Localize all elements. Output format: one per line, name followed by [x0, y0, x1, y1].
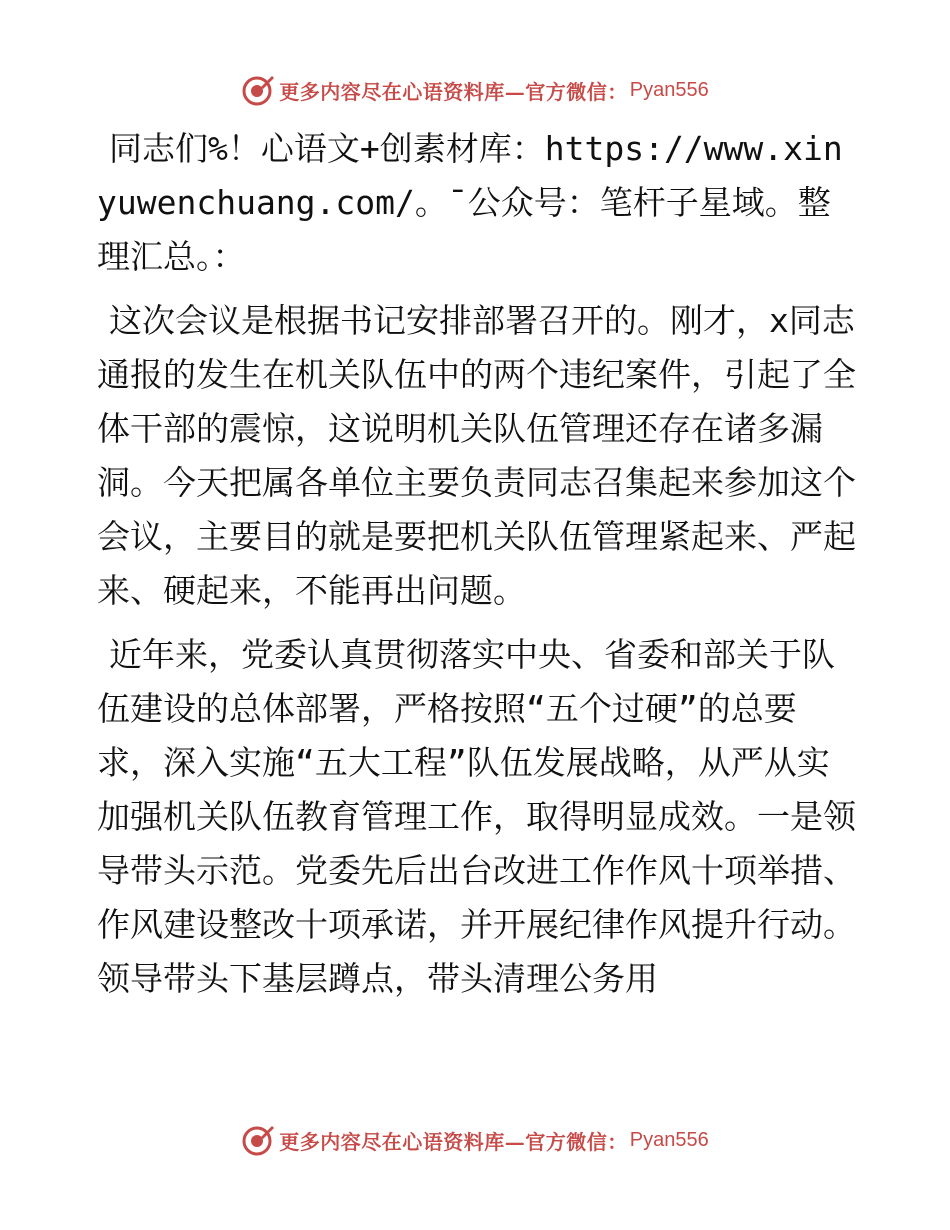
- brush-logo-icon: [241, 1123, 275, 1157]
- watermark-text: 更多内容尽在心语资料库—官方微信：: [279, 1129, 628, 1154]
- brush-logo-icon: [241, 73, 275, 107]
- watermark-handle: Pyan556: [629, 1128, 709, 1151]
- footer-watermark: [0, 1120, 950, 1160]
- paragraph: 同志们%！心语文+创素材库：https://www.xinyuwenchuang.com/。¯公众号：笔杆子星域。整理汇总。：: [97, 129, 843, 276]
- paragraph: 这次会议是根据书记安排部署召开的。刚才，x同志通报的发生在机关队伍中的两个违纪案件，引起了全体干部的震惊，这说明机关队伍管理还存在诸多漏洞。今天把属各单位主要负责同志召集起来参加这个会议，主要目的就是要把机关队伍管理紧起来、严起来、硬起来，不能再出问题。: [97, 301, 856, 610]
- paragraph: 近年来，党委认真贯彻落实中央、省委和部关于队伍建设的总体部署，严格按照“五个过硬”的总要求，深入实施“五大工程”队伍发展战略，从严从实加强机关队伍教育管理工作，取得明显成效。一是领导带头示范。党委先后出台改进工作作风十项举措、作风建设整改十项承诺，并开展纪律作风提升行动。领导带头下基层蹲点，带头清理公务用: [97, 635, 856, 998]
- watermark-handle: Pyan556: [629, 78, 709, 101]
- document-body: [97, 122, 857, 1016]
- header-watermark: [0, 70, 950, 110]
- watermark-text: 更多内容尽在心语资料库—官方微信：: [279, 79, 628, 104]
